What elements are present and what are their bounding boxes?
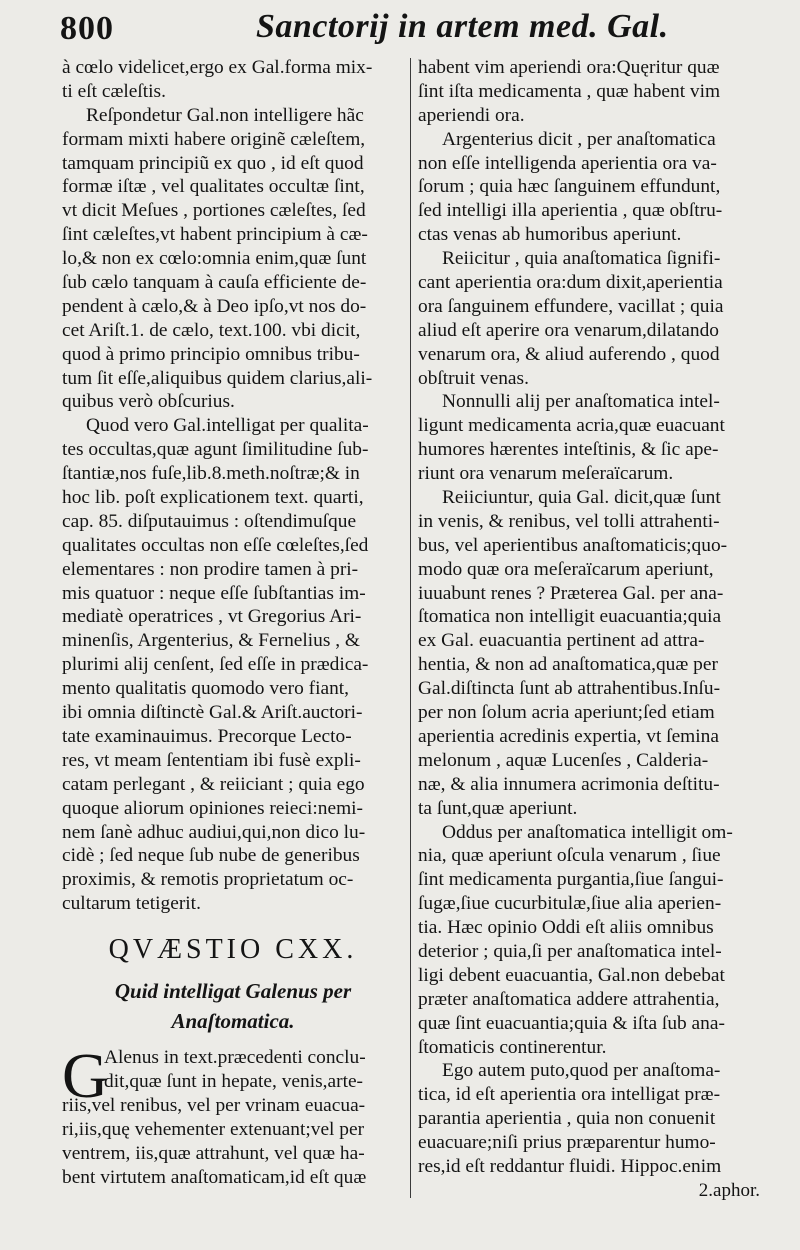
text-line: aperiendi ora. xyxy=(418,104,525,126)
text-line: næ, & alia innumera acrimonia deſtitu- xyxy=(418,773,720,795)
text-line: pendent à cælo,& à Deo ipſo,vt nos do- xyxy=(62,295,367,317)
text-line: ſugæ,ſiue cucurbitulæ,ſiue alia aperien- xyxy=(418,893,722,915)
text-line: nia, quæ aperiunt oſcula venarum , ſiue xyxy=(418,845,721,867)
text-line: quibus verò obſcurius. xyxy=(62,391,235,413)
text-line: Reiiciuntur, quia Gal. dicit,quæ ſunt xyxy=(442,487,721,509)
text-line: plurimi alij cenſent, ſed eſſe in prædica- xyxy=(62,654,369,676)
text-line: ventrem, iis,quæ attrahunt, vel quæ ha- xyxy=(62,1142,365,1164)
text-line: Oddus per anaſtomatica intelligit om- xyxy=(442,821,733,843)
right-paragraph-6 xyxy=(418,821,760,1060)
text-line: formam mixti habere originẽ cæleſtem, xyxy=(62,128,366,150)
right-column xyxy=(418,56,760,1203)
text-line: iuuabunt renes ? Præterea Gal. per ana- xyxy=(418,582,724,604)
text-line: præter anaſtomatica addere attrahentia, xyxy=(418,988,720,1010)
text-line: tum ſit eſſe,aliquibus quidem clarius,ali- xyxy=(62,367,373,389)
text-line: formæ iſtæ , vel qualitates occultæ ſint, xyxy=(62,176,365,198)
right-paragraph-2 xyxy=(418,128,760,247)
text-line: res,id eſt reddantur fluidi. Hippoc.enim xyxy=(418,1155,722,1177)
running-head xyxy=(60,6,770,50)
right-paragraph-7 xyxy=(418,1059,760,1178)
text-line: quod à primo principio omnibus tribu- xyxy=(62,343,360,365)
text-line: catam perlegant , & reiiciant ; quia ego xyxy=(62,773,365,795)
right-paragraph-1 xyxy=(418,56,760,128)
text-line: bus, vel aperientibus anaſtomaticis;quo- xyxy=(418,534,728,556)
text-line: ſint cæleſtes,vt habent principium à cæ- xyxy=(62,224,368,246)
right-paragraph-4 xyxy=(418,390,760,486)
text-line: cet Ariſt.1. de cælo, text.100. vbi dicit, xyxy=(62,319,361,341)
text-line: Reiicitur , quia anaſtomatica ſignifi- xyxy=(442,248,721,270)
text-line: hentia, & non ad anaſtomatica,quæ per xyxy=(418,654,718,676)
text-line: riunt ora venarum meſeraïcarum. xyxy=(418,463,674,485)
text-line: Argenterius dicit , per anaſtomatica xyxy=(442,128,716,150)
text-line: ora ſanguinem effundere, vacillat ; quia xyxy=(418,295,724,317)
text-line: ligunt medicamenta acria,quæ euacuant xyxy=(418,415,725,437)
text-line: ſtantiæ,nos fuſe,lib.8.meth.noſtræ;& in xyxy=(62,463,360,485)
text-line: ligi debent euacuantia, Gal.non debebat xyxy=(418,964,725,986)
text-line: hoc lib. poſt explicationem text. quarti, xyxy=(62,487,364,509)
text-line: ſint medicamenta purgantia,ſiue ſangui- xyxy=(418,869,724,891)
text-line: ſorum ; quia hæc ſanguinem effundunt, xyxy=(418,176,721,198)
text-line: parantia aperientia , quia non conuenit xyxy=(418,1108,716,1130)
text-line: riis,vel renibus, vel per vrinam euacua- xyxy=(62,1094,366,1116)
text-line: deterior ; quia,ſi per anaſtomatica intel- xyxy=(418,940,722,962)
text-line: euacuare;niſi prius præparentur humo- xyxy=(418,1132,716,1154)
text-line: mediatè operatrices , vt Gregorius Ari- xyxy=(62,606,362,628)
text-line: in venis, & renibus, vel tolli attrahenti- xyxy=(418,510,720,532)
text-line: habent vim aperiendi ora:Quęritur quæ xyxy=(418,57,720,78)
left-paragraph-4 xyxy=(62,1040,404,1189)
text-line: aperientia acredinis expertia, vt ſemina xyxy=(418,725,719,747)
page-number: 800 xyxy=(60,10,114,47)
text-line: Gal.diſtincta ſunt ab attrahentibus.Inſu- xyxy=(418,678,721,700)
text-line: cap. 85. diſputauimus : oſtendimuſque xyxy=(62,510,357,532)
text-line: qualitates occultas non eſſe cœleſtes,ſed xyxy=(62,534,369,556)
text-line: non eſſe intelligenda aperientia ora va- xyxy=(418,152,717,174)
right-paragraph-5 xyxy=(418,486,760,820)
text-line: Ego autem puto,quod per anaſtoma- xyxy=(442,1060,721,1082)
text-line: tia. Hæc opinio Oddi eſt aliis omnibus xyxy=(418,917,714,939)
text-line: modo quæ ora meſeraïcarum aperiunt, xyxy=(418,558,714,580)
text-line: ti eſt cæleſtis. xyxy=(62,80,166,102)
question-subtitle-line-2: Anaſtomatica. xyxy=(171,1009,295,1034)
text-line: res, vt meam ſententiam ibi fusè expli- xyxy=(62,749,361,771)
right-paragraph-3 xyxy=(418,247,760,390)
question-subtitle-line-1: Quid intelligat Galenus per xyxy=(114,979,352,1004)
text-line: Reſpondetur Gal.non intelligere hãc xyxy=(86,104,364,126)
question-heading: QVÆSTIO CXX. xyxy=(108,934,358,966)
text-line: dit,quæ ſunt in hepate, venis,arte- xyxy=(104,1070,364,1092)
text-line: Quod vero Gal.intelligat per qualita- xyxy=(86,415,369,437)
text-line: mis quatuor : neque eſſe ſubſtantias im- xyxy=(62,582,366,604)
text-line: ſub cælo tanquam à cauſa efficiente de- xyxy=(62,272,367,294)
text-line: humores hærentes inteſtinis, & ſic ape- xyxy=(418,439,719,461)
text-line: tes occultas,quæ agunt ſimilitudine ſub- xyxy=(62,439,369,461)
text-line: venarum ora, & aliud auferendo , quod xyxy=(418,343,720,365)
text-line: aliud eſt aperire ora venarum,dilatando xyxy=(418,319,719,341)
text-line: ſint iſta medicamenta , quæ habent vim xyxy=(418,80,721,102)
text-line: ſed intelligi illa aperientia , quæ obſtru- xyxy=(418,200,723,222)
text-line: cultarum tetigerit. xyxy=(62,893,201,915)
left-paragraph-3 xyxy=(62,414,404,916)
text-line: nem ſanè adhuc audiui,qui,non dico lu- xyxy=(62,821,366,843)
running-title: Sanctorij in artem med. Gal. xyxy=(256,8,669,45)
text-line: Nonnulli alij per anaſtomatica intel- xyxy=(442,391,720,413)
text-line: ſtomatica non intelligit euacuantia;quia xyxy=(418,606,722,628)
text-line: bent virtutem anaſtomaticam,id eſt quæ xyxy=(62,1166,367,1188)
left-column xyxy=(62,56,404,1189)
column-divider xyxy=(410,58,411,1198)
text-line: proximis, & remotis proprietatum oc- xyxy=(62,869,354,891)
text-line: Alenus in text.præcedenti conclu- xyxy=(104,1047,366,1069)
text-line: ri,iis,quę vehementer extenuant;vel per xyxy=(62,1118,365,1140)
text-line: cant aperientia ora:dum dixit,aperientia xyxy=(418,272,723,294)
text-line: melonum , aquæ Lucenſes , Calderia- xyxy=(418,749,709,771)
text-line: cidè ; ſed neque ſub nube de generibus xyxy=(62,845,360,867)
text-line: per non ſolum acria aperiunt;ſed etiam xyxy=(418,702,715,724)
text-line: tica, id eſt aperientia ora intelligat præ- xyxy=(418,1084,721,1106)
text-line: tamquam principiũ ex quo , id eſt quod xyxy=(62,152,364,174)
catchword: 2.aphor. xyxy=(698,1179,760,1201)
text-line: quæ ſint euacuantia;quia & iſta ſub ana- xyxy=(418,1012,725,1034)
text-line: ex Gal. euacuantia pertinent ad attra- xyxy=(418,630,705,652)
text-line: ſtomaticis continerentur. xyxy=(418,1036,607,1058)
text-line: mento qualitatis quomodo vero fiant, xyxy=(62,678,350,700)
text-line: ibi omnia diſtinctè Gal.& Ariſt.auctori- xyxy=(62,702,363,724)
left-paragraph-1 xyxy=(62,56,404,104)
text-line: à cœlo videlicet,ergo ex Gal.forma mix- xyxy=(62,57,373,78)
text-line: tate examinauimus. Precorque Lecto- xyxy=(62,725,352,747)
text-line: ctas venas ab humoribus aperiunt. xyxy=(418,224,682,246)
text-line: obſtruit venas. xyxy=(418,367,529,389)
text-line: elementares : non prodire tamen à pri- xyxy=(62,558,359,580)
drop-cap-initial: G xyxy=(62,1040,109,1112)
text-line: ta ſunt,quæ aperiunt. xyxy=(418,797,578,819)
text-line: minenſis, Argenterius, & Fernelius , & xyxy=(62,630,361,652)
text-line: lo,& non ex cœlo:omnia enim,quæ ſunt xyxy=(62,248,367,270)
text-line: vt dicit Meſues , portiones cæleſtes, ſed xyxy=(62,200,366,222)
left-paragraph-2 xyxy=(62,104,404,415)
text-line: quoque aliorum opiniones reieci:nemi- xyxy=(62,797,364,819)
